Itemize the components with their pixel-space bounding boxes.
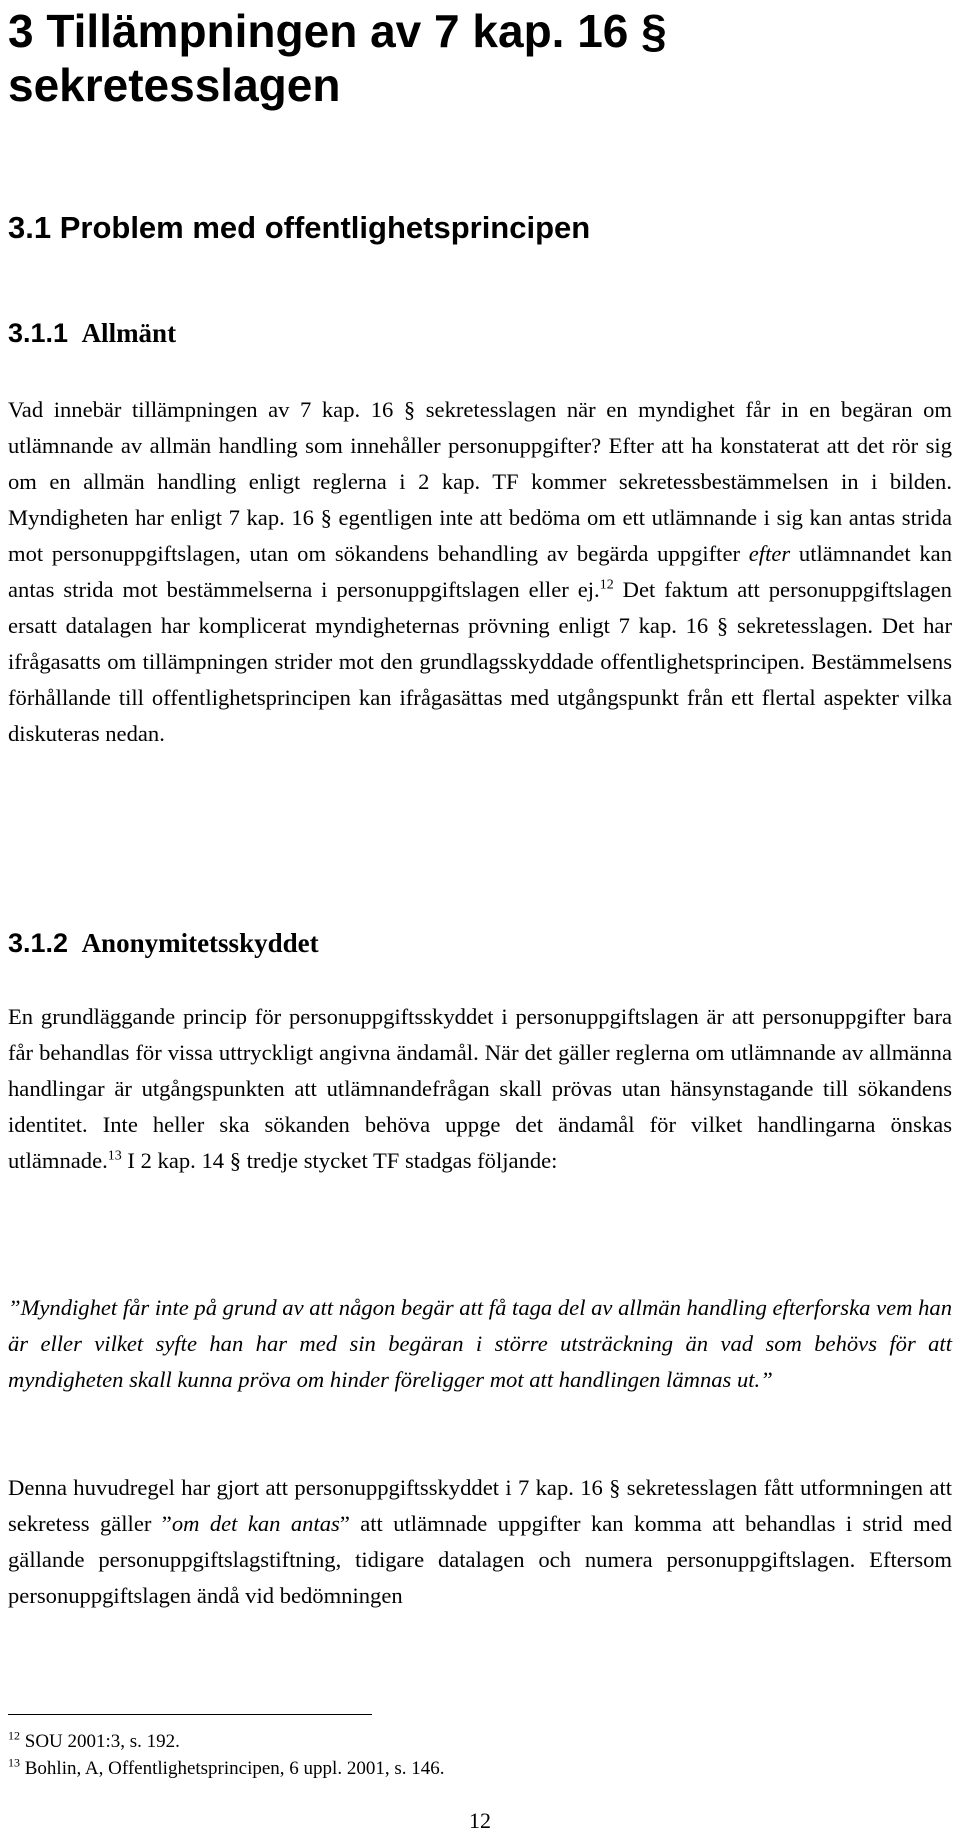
subsection-number: 3.1.2	[8, 928, 69, 958]
text-run: Denna huvudregel har gjort att personuppgiftsskyddet i 7 kap. 16 § sekretesslagen fått utformningen att sekretess gäller ”	[8, 1475, 952, 1536]
emphasis-text: om det kan antas	[171, 1511, 340, 1536]
footnote-number: 12	[8, 1728, 20, 1743]
paragraph-huvudregel	[8, 1470, 952, 1614]
paragraph-allmant	[8, 392, 952, 752]
block-quote: ”Myndighet får inte på grund av att någon begär att få taga del av allmän handling efterforska vem han är eller vilket syfte han har med sin begäran i större utsträckning än vad som behövs för att myndigheten skall kunna pröva om hinder föreligger mot att handlingen lämnas ut.”	[8, 1295, 952, 1392]
page-number: 12	[469, 1808, 491, 1833]
footnote-text: Bohlin, A, Offentlighetsprincipen, 6 uppl. 2001, s. 146.	[20, 1758, 445, 1779]
text-run: Det faktum att personuppgiftslagen ersatt datalagen har komplicerat myndigheternas prövning enligt 7 kap. 16 § sekretesslagen. Det har ifrågasatts om tillämpningen strider mot den grundlagsskyddade offentlighetsprincipen. Bestämmelsens förhållande till offentlighetsprincipen kan ifrågasättas med utgångspunkt från ett flertal aspekter vilka diskuteras nedan.	[8, 577, 952, 746]
subsection-number: 3.1.1	[8, 318, 69, 348]
emphasis-text: efter	[748, 541, 791, 566]
text-run: utlämnandet kan antas strida mot bestämmelserna i personuppgiftslagen eller ej.	[8, 541, 952, 602]
text-run: Vad innebär tillämpningen av 7 kap. 16 § sekretesslagen när en myndighet får in en begäran om utlämnande av allmän handling som innehåller personuppgifter? Efter att ha konstaterat att det rör sig om en allmän handling enligt reglerna i 2 kap. TF kommer sekretessbestämmelsen in i bilden. Myndigheten har enligt 7 kap. 16 § egentligen inte att bedöma om ett utlämnande i sig kan antas strida mot personuppgiftslagen, utan om sökandens behandling av begärda uppgifter	[8, 397, 952, 566]
footnote-12	[8, 1730, 180, 1754]
text-run: En grundläggande princip för personuppgiftsskyddet i personuppgiftslagen är att personuppgifter bara får behandlas för vissa uttryckligt angivna ändamål. När det gäller reglerna om utlämnande av allmänna handlingar är utgångspunkten att utlämnandefrågan skall prövas utan hänsynstagande till sökandens identitet. Inte heller ska sökanden behöva uppge det ändamål för vilket handlingarna önskas utlämnade.	[8, 1004, 952, 1173]
subsection-heading-anonymitet	[8, 928, 319, 959]
text-run: I 2 kap. 14 § tredje stycket TF stadgas följande:	[121, 1148, 558, 1173]
footnote-13	[8, 1757, 445, 1781]
document-page	[8, 0, 952, 1841]
subsection-heading-allmant	[8, 318, 176, 349]
subsection-title: Anonymitetsskyddet	[81, 928, 319, 958]
footnote-text: SOU 2001:3, s. 192.	[20, 1731, 180, 1752]
footnote-number: 13	[8, 1755, 20, 1770]
chapter-heading: 3 Tillämpningen av 7 kap. 16 § sekretesslagen	[8, 5, 667, 111]
section-heading: 3.1 Problem med offentlighetsprincipen	[8, 210, 591, 245]
footnote-ref-12[interactable]: 12	[599, 577, 614, 593]
footnote-ref-13[interactable]: 13	[107, 1148, 122, 1164]
footnote-divider	[8, 1714, 372, 1715]
paragraph-anonymitet	[8, 999, 952, 1179]
text-run: ” att utlämnade uppgifter kan komma att behandlas i strid med gällande personuppgiftslagstiftning, tidigare datalagen och numera personuppgiftslagen. Eftersom personuppgiftslagen ändå vid bedömningen	[8, 1511, 952, 1608]
subsection-title: Allmänt	[81, 318, 177, 348]
